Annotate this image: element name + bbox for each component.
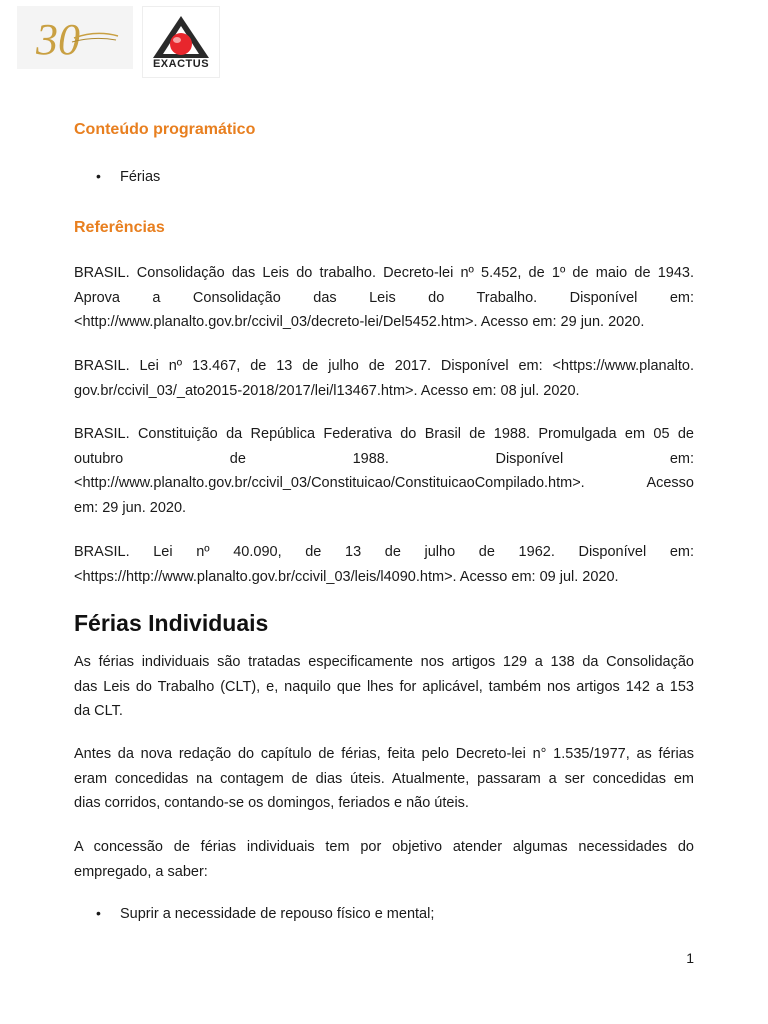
exactus-logo (142, 6, 220, 78)
paragraph-2: Antes da nova redação do capítulo de férias, feita pelo Decreto-lei n° 1.535/1977, as férias eram concedidas na contagem de dias úteis. Atualmente, passaram a ser concedidas em dias corridos, contando-se os domingos, feriados e não úteis. (74, 746, 694, 811)
page-title: Férias Individuais (74, 610, 269, 636)
paragraph-3: A concessão de férias individuais tem por objetivo atender algumas necessidades do empregado, a saber: (74, 839, 694, 880)
page-number: 1 (686, 950, 694, 966)
reference-2: BRASIL. Lei nº 13.467, de 13 de julho de 2017. Disponível em: <https://www.planalto. gov.br/ccivil_03/_ato2015-2018/2017/lei/l13467.htm>. Acesso em: 08 jul. 2020. (74, 358, 694, 399)
anniversary-30-icon (30, 16, 120, 60)
reference-4: BRASIL. Lei nº 40.090, de 13 de julho de 1962. Disponível em: <https://http://www.planalto.gov.br/ccivil_03/leis/l4090.htm>. Acesso em: 09 jul. 2020. (74, 544, 694, 585)
section-title-referencias: Referências (74, 219, 165, 236)
bullet-icon: • (96, 905, 101, 921)
anniversary-logo (17, 6, 133, 69)
reference-1: BRASIL. Consolidação das Leis do trabalho. Decreto-lei nº 5.452, de 1º de maio de 1943. Aprova a Consolidação das Leis do Trabalho. Disponível em: <http://www.planalto.gov.br/ccivil_03/decreto-lei/Del5452.htm>. Acesso em: 29 jun. 2020. (74, 265, 694, 330)
bullet-icon: • (96, 168, 101, 184)
exactus-triangle-icon (151, 14, 211, 60)
header-logos (17, 6, 220, 78)
svg-text:30: 30 (36, 15, 80, 60)
exactus-wordmark: EXACTUS (152, 58, 210, 70)
reference-3: BRASIL. Constituição da República Federativa do Brasil de 1988. Promulgada em 05 de outubro de 1988. Disponível em: <http://www.planalto.gov.br/ccivil_03/Constituicao/ConstituicaoCompilado.htm>. Acesso em: 29 jun. 2020. (74, 426, 694, 516)
section-title-conteudo: Conteúdo programático (74, 121, 256, 138)
list-item: • Suprir a necessidade de repouso físico e mental; (96, 905, 435, 922)
list-item: • Férias (96, 168, 161, 185)
paragraph-1: As férias individuais são tratadas especificamente nos artigos 129 a 138 da Consolidação das Leis do Trabalho (CLT), e, naquilo que lhes for aplicável, também nos artigos 142 a 153 da CLT. (74, 654, 694, 719)
